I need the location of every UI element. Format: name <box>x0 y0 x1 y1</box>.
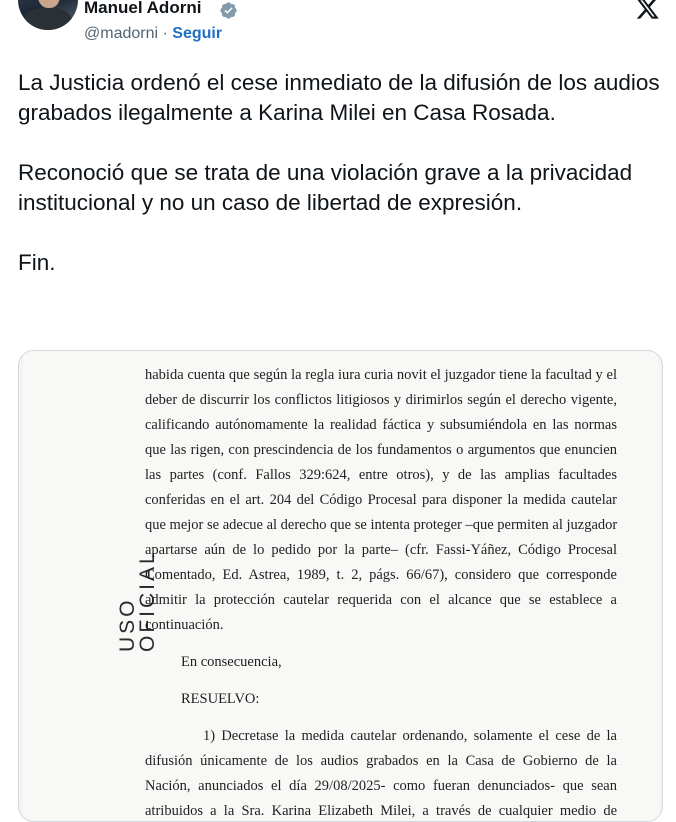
document-line: que mejor se adecue al derecho que se intenta proteger –que permiten al juzgador <box>145 517 618 533</box>
avatar-face-shape <box>38 0 60 8</box>
attached-document-image[interactable] <box>18 350 663 822</box>
document-line: En consecuencia, <box>181 654 282 670</box>
document-line: Nación, anunciados el día 29/08/2025- como fueran denunciados- que sean <box>145 778 617 794</box>
document-line: conferidas en el art. 204 del Código Procesal para disponer la medida cautelar <box>145 492 617 508</box>
document-line: apartarse aún de lo pedido por la parte– (cfr. Fassi-Yáñez, Código Procesal <box>145 542 617 558</box>
tweet-paragraph: Reconoció que se trata de una violación grave a la privacidad institucional y no un caso de libertad de expresión. <box>18 160 633 215</box>
document-line: las partes (conf. Fallos 329:624, entre otros), y de las amplias facultades <box>145 467 617 483</box>
document-page <box>23 351 659 821</box>
document-line: 1) Decretase la medida cautelar ordenando, solamente el cese de la <box>203 728 617 744</box>
document-line: atribuidos a la Sra. Karina Elizabeth Milei, a través de cualquier medio de <box>145 803 617 819</box>
author-name[interactable]: Manuel Adorni <box>84 0 202 17</box>
author-avatar[interactable] <box>18 0 78 30</box>
document-line: calificando autónomamente la realidad fáctica y subsumiéndola en las normas <box>145 417 617 433</box>
avatar-suit-shape <box>24 8 72 30</box>
tweet-paragraph: Fin. <box>18 250 56 275</box>
tweet-paragraph: La Justicia ordenó el cese inmediato de la difusión de los audios grabados ilegalmente a Karina Milei en Casa Rosada. <box>18 70 660 125</box>
follow-button[interactable]: Seguir <box>172 25 223 42</box>
stamp-text: USO OFICIAL <box>116 549 159 652</box>
verified-badge-icon <box>219 1 238 20</box>
document-line: deber de discurrir los conflictos litigiosos y dirimirlos según el derecho vigente, <box>145 392 617 408</box>
handle-separator: · <box>162 25 168 42</box>
document-text <box>145 363 617 822</box>
document-line: admitir la protección cautelar requerida con el alcance que se establece a <box>145 592 617 608</box>
author-handle[interactable]: @madorni <box>84 25 159 42</box>
x-logo-icon[interactable] <box>634 0 661 21</box>
document-line: continuación. <box>145 617 224 633</box>
document-line: RESUELVO: <box>181 691 260 707</box>
author-handle-row <box>84 25 222 43</box>
tweet-text <box>18 68 668 308</box>
document-line: Comentado, Ed. Astrea, 1989, t. 2, págs. 66/67), considero que corresponde <box>145 567 617 583</box>
document-line: que las rigen, con prescindencia de los fundamentos o argumentos que enuncien <box>145 442 617 458</box>
document-line: habida cuenta que según la regla iura curia novit el juzgador tiene la facultad y el <box>145 367 617 383</box>
document-line: difusión únicamente de los audios grabados en la Casa de Gobierno de la <box>145 753 617 769</box>
